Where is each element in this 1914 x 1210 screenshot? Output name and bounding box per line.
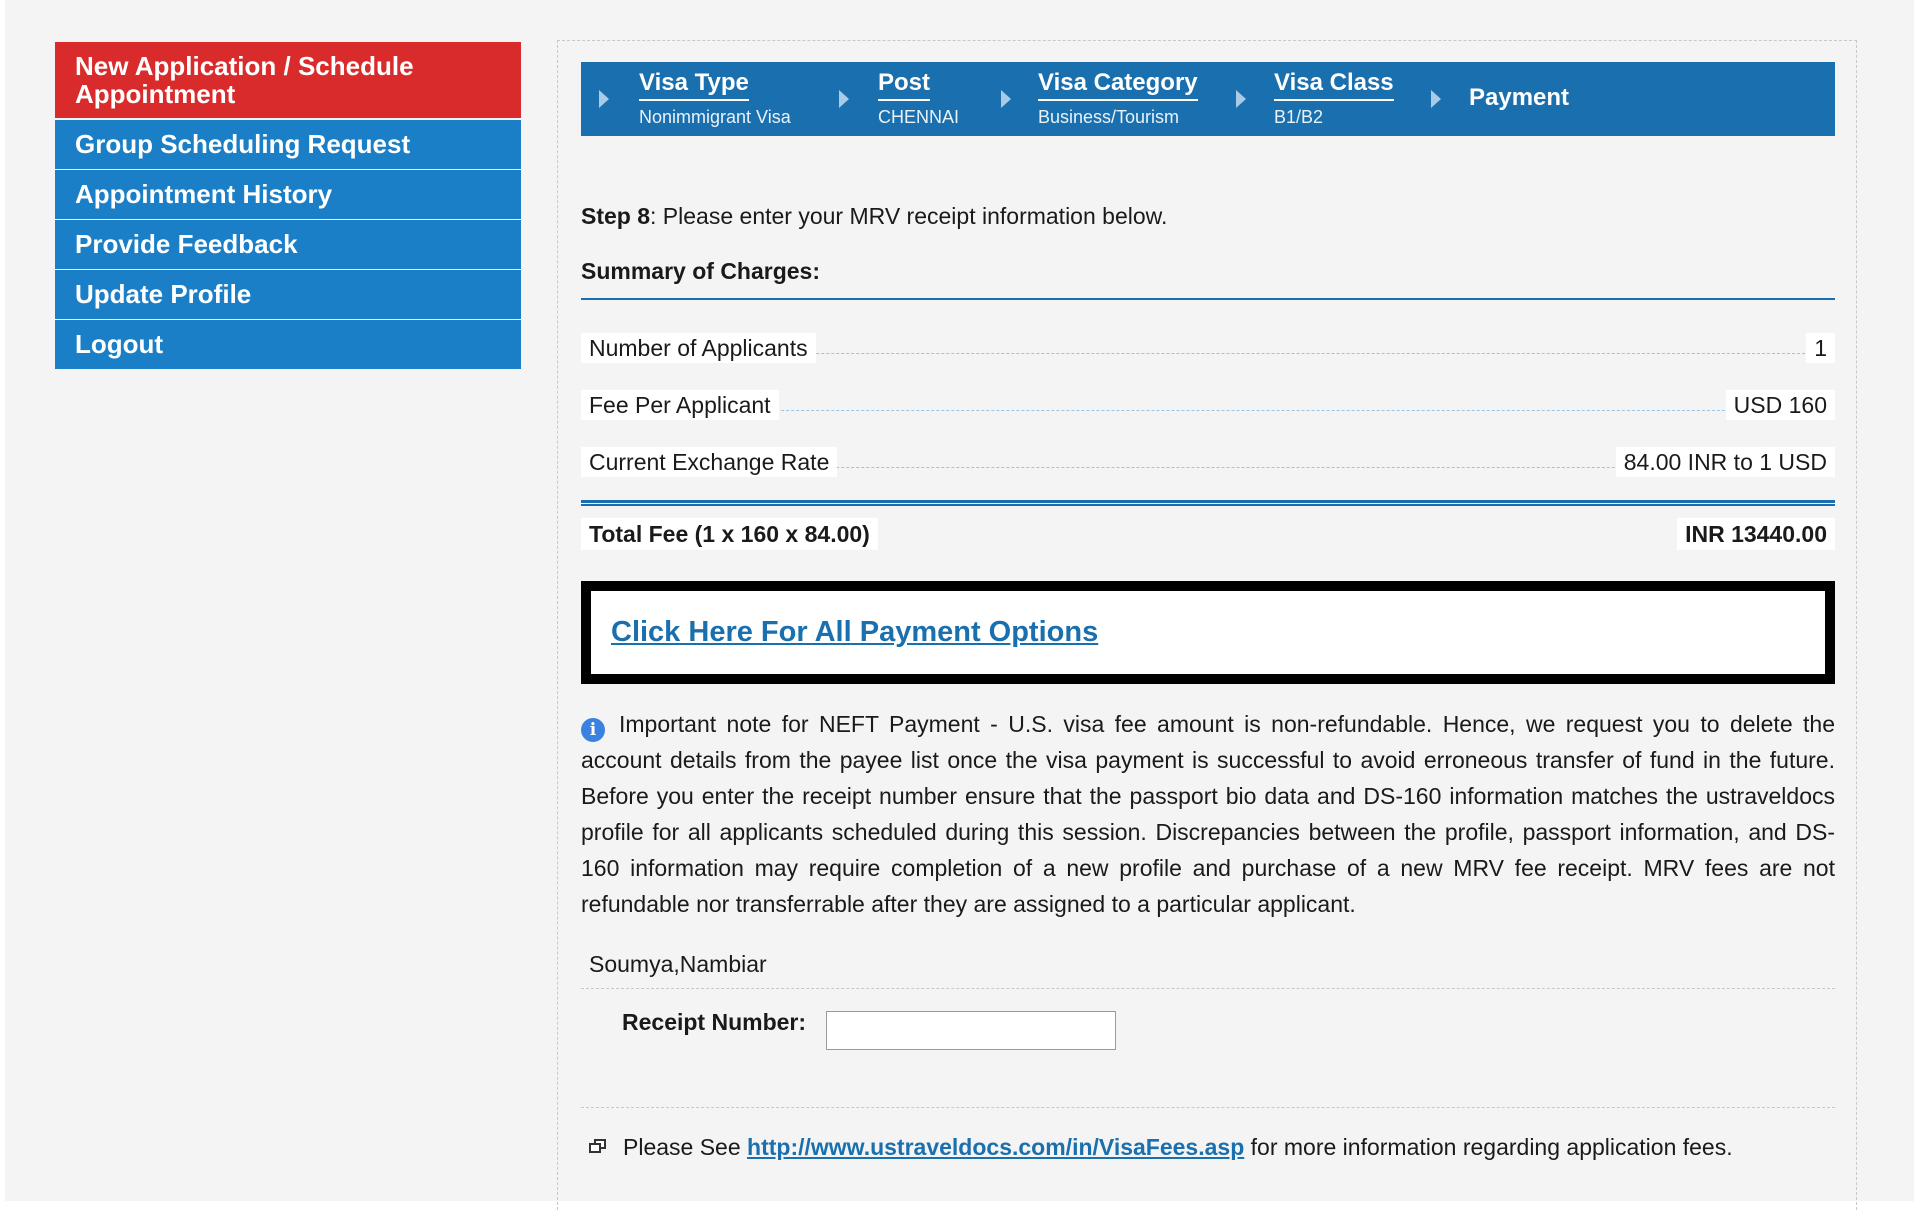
step-value: CHENNAI (878, 107, 960, 127)
charge-row-applicants (581, 333, 1835, 363)
charge-value: USD 160 (1726, 390, 1835, 420)
external-link-icon (589, 1139, 607, 1153)
sidebar-item-label: Update Profile (75, 279, 252, 309)
visa-fees-link[interactable]: http://www.ustraveldocs.com/in/VisaFees.asp (747, 1134, 1245, 1160)
charge-label: Current Exchange Rate (581, 447, 837, 477)
divider (581, 298, 1835, 300)
divider (581, 1107, 1835, 1108)
total-fee-value: INR 13440.00 (1677, 518, 1835, 550)
charge-row-fee-per-applicant (581, 390, 1835, 420)
sidebar-item-provide-feedback[interactable] (55, 220, 521, 269)
sidebar-item-label: Logout (75, 329, 164, 359)
step-text: : Please enter your MRV receipt information below. (650, 203, 1168, 229)
fees-prefix: Please See (623, 1134, 748, 1160)
summary-title: Summary of Charges: (581, 258, 821, 284)
charge-value: 1 (1806, 333, 1835, 363)
step-number: Step 8 (581, 203, 651, 229)
note-text: Important note for NEFT Payment - U.S. visa fee amount is non-refundable. Hence, we request you to delete the account details from the payee list once the visa payment is successful to avoid erroneous transfer of fund in the future. Before you enter the receipt number ensure that the passport bio data and DS-160 information matches the ustraveldocs profile for all applicants scheduled during this session. Discrepancies between the profile, passport information, and DS-160 information may require completion of a new profile and purchase of a new MRV fee receipt. MRV fees are not refundable nor transferrable after they are assigned to a particular applicant. (581, 711, 1835, 917)
progress-step-visa-type (639, 68, 791, 129)
total-fee-label: Total Fee (1 x 160 x 84.00) (581, 518, 878, 550)
fees-info (581, 1132, 1835, 1162)
chevron-right-icon (1236, 90, 1246, 108)
sidebar-item-group-scheduling[interactable] (55, 120, 521, 169)
total-divider (581, 500, 1835, 506)
step-title: Visa Class (1274, 68, 1394, 101)
sidebar-item-new-application[interactable] (55, 42, 521, 118)
step-value: Business/Tourism (1038, 107, 1180, 127)
step-value: B1/B2 (1274, 107, 1324, 127)
step-title: Visa Type (639, 68, 749, 101)
progress-step-post (878, 68, 959, 129)
sidebar-item-logout[interactable] (55, 320, 521, 369)
step-title: Visa Category (1038, 68, 1198, 101)
chevron-right-icon (1001, 90, 1011, 108)
fees-suffix: for more information regarding application fees. (1244, 1134, 1733, 1160)
sidebar-item-label: Group Scheduling Request (75, 129, 411, 159)
receipt-row (581, 1007, 1835, 1079)
page (5, 0, 1914, 1201)
main-panel (557, 40, 1857, 1210)
chevron-right-icon (839, 90, 849, 108)
payment-options-box (581, 581, 1835, 684)
charge-label: Fee Per Applicant (581, 390, 779, 420)
sidebar-nav (55, 42, 521, 370)
charge-label: Number of Applicants (581, 333, 816, 363)
sidebar-item-label: New Application / Schedule Appointment (75, 51, 414, 109)
sidebar-item-label: Appointment History (75, 179, 333, 209)
chevron-right-icon (1431, 90, 1441, 108)
step-value: Nonimmigrant Visa (639, 107, 791, 127)
progress-step-visa-class (1274, 68, 1394, 129)
step-title: Payment (1469, 84, 1570, 111)
divider (581, 988, 1835, 989)
sidebar-item-appointment-history[interactable] (55, 170, 521, 219)
sidebar-item-update-profile[interactable] (55, 270, 521, 319)
chevron-right-icon (599, 90, 609, 108)
main-content (581, 62, 1835, 1162)
progress-bar (581, 62, 1835, 136)
step-instruction (581, 202, 1835, 230)
receipt-number-input[interactable] (826, 1011, 1116, 1050)
step-title: Post (878, 68, 930, 101)
total-fee-row (581, 518, 1835, 550)
payment-options-link[interactable]: Click Here For All Payment Options (611, 616, 1099, 648)
progress-step-payment (1469, 68, 1569, 114)
charge-value: 84.00 INR to 1 USD (1616, 447, 1835, 477)
sidebar-item-label: Provide Feedback (75, 229, 298, 259)
receipt-number-label: Receipt Number: (622, 1009, 807, 1035)
applicant-name: Soumya,Nambiar (589, 951, 767, 977)
neft-note (581, 706, 1835, 922)
info-icon: i (581, 718, 605, 742)
charge-row-exchange-rate (581, 447, 1835, 477)
progress-step-visa-category (1038, 68, 1198, 129)
